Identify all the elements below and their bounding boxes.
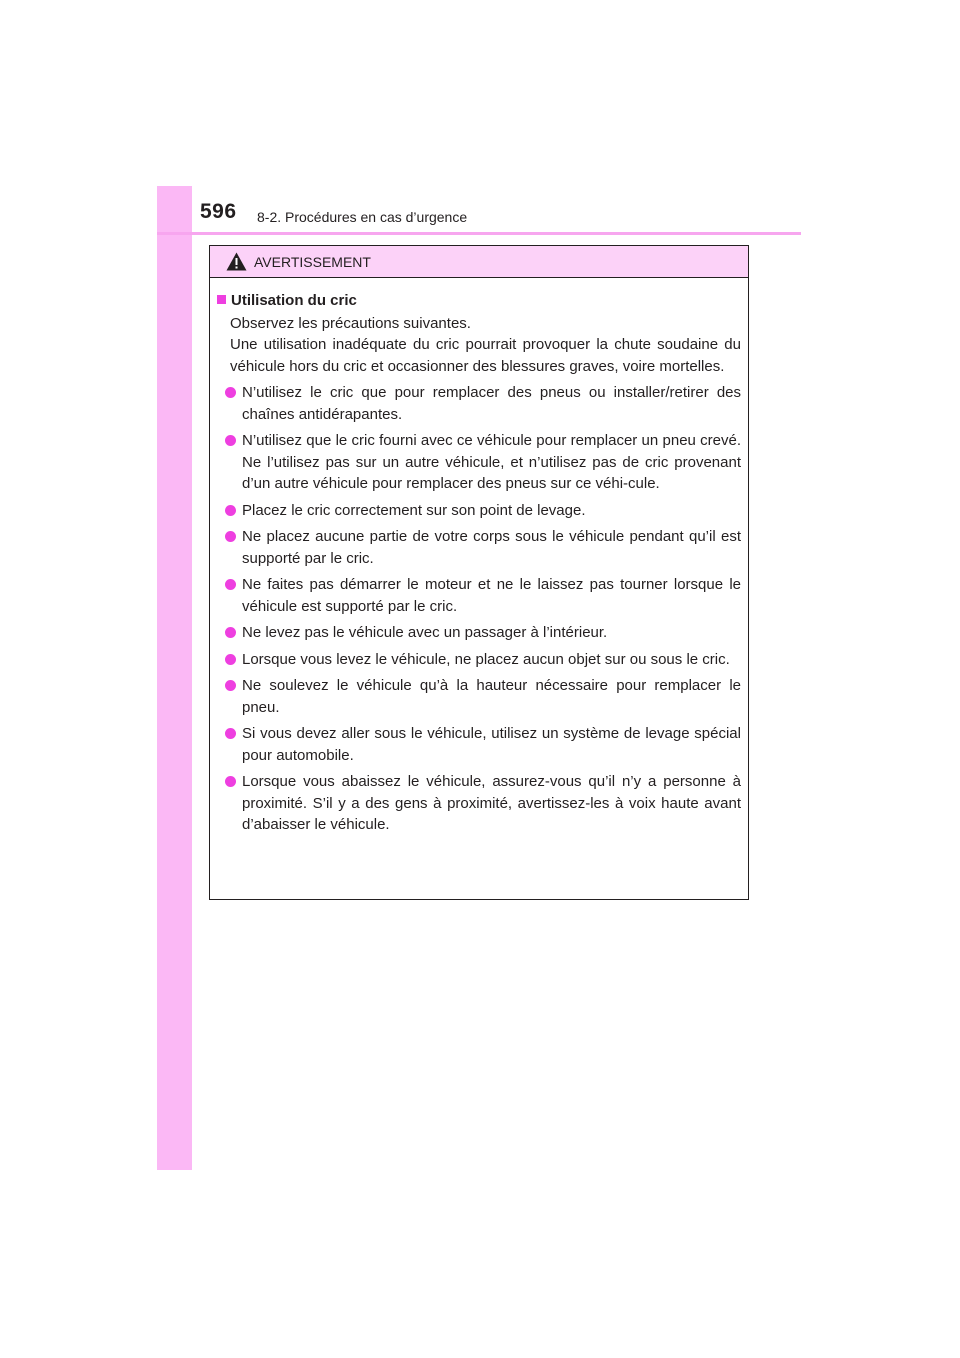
- bullet-dot-icon: [225, 654, 236, 665]
- list-item: [217, 500, 741, 522]
- square-bullet-icon: [217, 295, 226, 304]
- warning-subheading: [217, 290, 741, 312]
- intro-paragraph: [230, 313, 741, 378]
- list-item-text: Ne levez pas le véhicule avec un passager à l’intérieur.: [242, 624, 608, 641]
- list-item: [217, 526, 741, 569]
- intro-detail: Une utilisation inadéquate du cric pourrait provoquer la chute soudaine du véhicule hors du cric et occasionner des blessures graves, voire mortelles.: [230, 336, 741, 375]
- list-item: [217, 382, 741, 425]
- list-item: [217, 649, 741, 671]
- list-item-text: Lorsque vous levez le véhicule, ne placez aucun objet sur ou sous le cric.: [242, 650, 730, 668]
- bullet-dot-icon: [225, 776, 236, 787]
- warning-box: [209, 245, 749, 900]
- list-item-text: N’utilisez le cric que pour remplacer des pneus ou installer/retirer des chaînes antidérapantes.: [242, 384, 741, 423]
- list-item: [217, 574, 741, 617]
- list-item: [217, 622, 741, 644]
- bullet-dot-icon: [225, 627, 236, 638]
- list-item: [217, 430, 741, 495]
- list-item-text: Ne soulevez le véhicule qu’à la hauteur nécessaire pour remplacer le pneu.: [242, 677, 741, 716]
- side-tab-band: [157, 186, 192, 1170]
- list-item: [217, 675, 741, 718]
- bullet-dot-icon: [225, 387, 236, 398]
- list-item-text: Ne faites pas démarrer le moteur et ne le laissez pas tourner lorsque le véhicule est supporté par le cric.: [242, 576, 741, 615]
- section-title: 8-2. Procédures en cas d’urgence: [257, 209, 468, 225]
- warning-title: AVERTISSEMENT: [254, 254, 371, 270]
- bullet-dot-icon: [225, 728, 236, 739]
- list-item-text: N’utilisez que le cric fourni avec ce véhicule pour remplacer un pneu crevé. Ne l’utilisez pas sur un autre véhicule, et n’utilisez pas de cric provenant d’un autre véhicule pour remplacer des pneus sur ce véhi-cule.: [242, 432, 741, 492]
- warning-body: [210, 278, 748, 836]
- list-item: [217, 771, 741, 836]
- bullet-dot-icon: [225, 579, 236, 590]
- header-divider: [157, 232, 801, 235]
- subheading-text: Utilisation du cric: [231, 292, 357, 309]
- list-item-text: Ne placez aucune partie de votre corps sous le véhicule pendant qu’il est supporté par le cric.: [242, 528, 741, 567]
- bullet-dot-icon: [225, 531, 236, 542]
- list-item-text: Lorsque vous abaissez le véhicule, assurez-vous qu’il n’y a personne à proximité. S’il y a des gens à proximité, avertissez-les à voix haute avant d’abaisser le véhicule.: [242, 773, 741, 833]
- bullet-dot-icon: [225, 680, 236, 691]
- intro-line: Observez les précautions suivantes.: [230, 314, 471, 332]
- bullet-dot-icon: [225, 505, 236, 516]
- precaution-list: [217, 382, 741, 836]
- list-item: [217, 723, 741, 766]
- list-item-text: Si vous devez aller sous le véhicule, utilisez un système de levage spécial pour automobile.: [242, 725, 741, 764]
- page-number: 596: [200, 200, 237, 223]
- bullet-dot-icon: [225, 435, 236, 446]
- warning-triangle-icon: [226, 252, 247, 271]
- list-item-text: Placez le cric correctement sur son point de levage.: [242, 501, 586, 519]
- warning-header: [210, 246, 748, 278]
